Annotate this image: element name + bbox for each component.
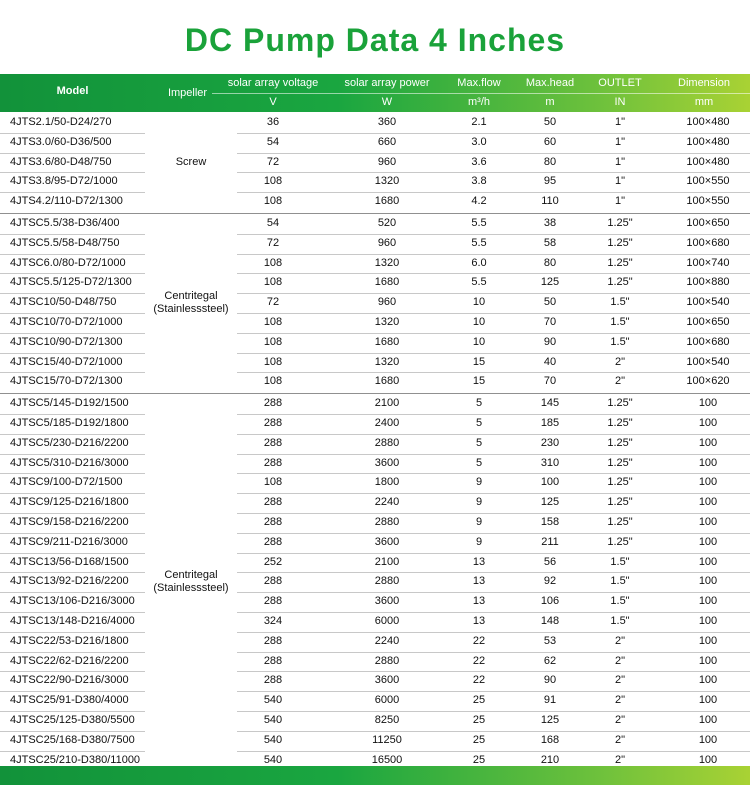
outlet-cell: 1.25" — [607, 276, 633, 289]
head-cell: 50 — [543, 296, 557, 309]
power-cell: 8250 — [374, 714, 400, 726]
flow-cell: 4.2 — [471, 195, 487, 208]
power-cell: 1320 — [374, 316, 400, 328]
footer-bar — [0, 766, 750, 785]
table-row — [0, 671, 750, 691]
model-cell: 4JTSC5/145-D192/1500 — [10, 397, 129, 410]
flow-cell: 13 — [472, 595, 486, 608]
model-cell: 4JTSC15/40-D72/1000 — [10, 355, 123, 368]
head-cell: 125 — [540, 496, 560, 509]
power-cell: 3600 — [374, 595, 400, 608]
voltage-cell: 540 — [263, 694, 283, 707]
head-cell: 148 — [540, 615, 560, 627]
outlet-cell: 1.5" — [610, 296, 630, 309]
voltage-cell: 252 — [263, 555, 283, 568]
dimension-cell: 100×540 — [686, 355, 730, 368]
head-cell: 90 — [543, 335, 557, 348]
table-header — [0, 74, 750, 112]
header-outlet: OUTLET — [598, 77, 642, 89]
voltage-cell: 54 — [266, 217, 280, 229]
dimension-cell: 100×680 — [686, 236, 730, 249]
voltage-cell: 72 — [266, 155, 280, 168]
flow-cell: 5 — [475, 397, 483, 410]
impeller-label — [145, 569, 237, 595]
flow-cell: 5 — [475, 417, 483, 429]
dimension-cell: 100 — [698, 575, 718, 588]
model-cell: 4JTSC5/230-D216/2200 — [10, 436, 129, 449]
power-cell: 3600 — [374, 535, 400, 548]
voltage-cell: 540 — [263, 714, 283, 726]
impeller-text: Screw — [175, 156, 207, 168]
page-title: DC Pump Data 4 Inches — [184, 22, 566, 58]
head-cell: 125 — [540, 714, 560, 726]
flow-cell: 9 — [475, 476, 483, 489]
voltage-cell: 288 — [263, 674, 283, 687]
power-cell: 2880 — [374, 436, 400, 449]
dimension-cell: 100 — [698, 654, 718, 667]
flow-cell: 25 — [472, 694, 486, 707]
outlet-cell: 2" — [614, 355, 626, 368]
impeller-text: Centritegal — [164, 290, 218, 303]
head-cell: 100 — [540, 476, 560, 489]
voltage-cell: 288 — [263, 436, 283, 449]
voltage-cell: 108 — [263, 476, 283, 489]
power-cell: 2240 — [374, 496, 400, 509]
header-power-unit: W — [381, 96, 393, 108]
model-cell: 4JTSC5.5/58-D48/750 — [10, 236, 120, 249]
model-cell: 4JTSC13/56-D168/1500 — [10, 555, 129, 568]
flow-cell: 10 — [472, 335, 486, 348]
table-row — [0, 333, 750, 353]
flow-cell: 15 — [472, 375, 486, 388]
outlet-cell: 1.25" — [607, 256, 633, 269]
voltage-cell: 288 — [263, 535, 283, 548]
head-cell: 125 — [540, 276, 560, 289]
outlet-cell: 1.25" — [607, 535, 633, 548]
impeller-text: (Stainlesssteel) — [153, 303, 229, 316]
voltage-cell: 108 — [263, 375, 283, 388]
flow-cell: 22 — [472, 674, 486, 687]
power-cell: 11250 — [372, 733, 402, 746]
flow-cell: 13 — [472, 615, 486, 627]
power-cell: 3600 — [374, 456, 400, 469]
model-cell: 4JTSC25/210-D380/11000 — [10, 753, 141, 766]
power-cell: 1680 — [374, 195, 400, 208]
outlet-cell: 1" — [614, 175, 626, 188]
head-cell: 145 — [540, 397, 560, 410]
header-head: Max.head — [525, 77, 575, 89]
outlet-cell: 2" — [614, 634, 626, 647]
dimension-cell: 100×480 — [686, 135, 730, 148]
outlet-cell: 1.5" — [610, 575, 630, 588]
dimension-cell: 100×480 — [686, 116, 730, 128]
power-cell: 1800 — [374, 476, 400, 489]
model-cell: 4JTSC13/106-D216/3000 — [10, 595, 135, 608]
model-cell: 4JTS4.2/110-D72/1300 — [10, 195, 123, 208]
dimension-cell: 100×620 — [686, 375, 730, 388]
dimension-cell: 100 — [698, 714, 718, 726]
table-row — [0, 313, 750, 333]
outlet-cell: 1.5" — [610, 335, 630, 348]
table-row — [0, 493, 750, 513]
head-cell: 211 — [541, 535, 559, 548]
voltage-cell: 324 — [263, 615, 283, 627]
table-row — [0, 572, 750, 592]
voltage-cell: 288 — [263, 634, 283, 647]
voltage-cell: 108 — [263, 175, 283, 188]
voltage-cell: 108 — [263, 276, 283, 289]
power-cell: 960 — [377, 296, 397, 309]
flow-cell: 6.0 — [471, 256, 487, 269]
outlet-cell: 1.25" — [607, 496, 633, 509]
table-row — [0, 454, 750, 474]
header-flow: Max.flow — [457, 77, 501, 89]
table-row — [0, 711, 750, 731]
flow-cell: 3.6 — [471, 155, 487, 168]
voltage-cell: 288 — [263, 496, 283, 509]
outlet-cell: 2" — [614, 654, 626, 667]
header-outlet-unit: IN — [614, 96, 626, 108]
power-cell: 3600 — [374, 674, 400, 687]
table-row — [0, 234, 750, 254]
dimension-cell: 100 — [698, 733, 718, 746]
flow-cell: 13 — [472, 575, 486, 588]
model-cell: 4JTSC25/91-D380/4000 — [10, 694, 129, 707]
power-cell: 6000 — [374, 694, 400, 707]
head-cell: 50 — [543, 116, 557, 128]
voltage-cell: 288 — [263, 397, 283, 410]
model-cell: 4JTSC5/310-D216/3000 — [10, 456, 129, 469]
table-row — [0, 592, 750, 612]
head-cell: 58 — [543, 236, 557, 249]
flow-cell: 9 — [475, 516, 483, 528]
voltage-cell: 108 — [263, 316, 283, 328]
header-voltage: solar array voltage — [227, 77, 319, 89]
flow-cell: 3.0 — [471, 135, 487, 148]
flow-cell: 5.5 — [471, 236, 487, 249]
flow-cell: 22 — [472, 654, 486, 667]
power-cell: 960 — [377, 236, 397, 249]
dimension-cell: 100 — [698, 516, 718, 528]
power-cell: 2880 — [374, 654, 400, 667]
header-impeller: Impeller — [167, 87, 208, 99]
table-row — [0, 553, 750, 573]
outlet-cell: 1.25" — [607, 397, 633, 410]
model-cell: 4JTSC15/70-D72/1300 — [10, 375, 123, 388]
outlet-cell: 1.25" — [607, 456, 633, 469]
flow-cell: 25 — [472, 714, 486, 726]
voltage-cell: 288 — [263, 516, 283, 528]
head-cell: 158 — [540, 516, 560, 528]
model-cell: 4JTSC22/90-D216/3000 — [10, 674, 129, 687]
model-cell: 4JTSC9/158-D216/2200 — [10, 516, 129, 528]
model-cell: 4JTSC5/185-D192/1800 — [10, 417, 129, 429]
table-row — [0, 691, 750, 711]
table-row — [0, 113, 750, 133]
power-cell: 6000 — [374, 615, 400, 627]
flow-cell: 2.1 — [471, 116, 487, 128]
table-row — [0, 612, 750, 632]
head-cell: 70 — [543, 375, 557, 388]
table-row — [0, 214, 750, 234]
dimension-cell: 100 — [698, 674, 718, 687]
model-cell: 4JTSC9/125-D216/1800 — [10, 496, 129, 509]
table-row — [0, 133, 750, 153]
dimension-cell: 100 — [698, 476, 718, 489]
header-divider — [212, 93, 750, 94]
dimension-cell: 100 — [698, 753, 718, 766]
outlet-cell: 1.5" — [610, 595, 630, 608]
head-cell: 56 — [543, 555, 557, 568]
head-cell: 310 — [540, 456, 560, 469]
model-cell: 4JTSC25/168-D380/7500 — [10, 733, 135, 746]
model-cell: 4JTSC5.5/125-D72/1300 — [10, 276, 132, 289]
voltage-cell: 54 — [266, 135, 280, 148]
power-cell: 1680 — [374, 375, 400, 388]
dimension-cell: 100×550 — [686, 175, 730, 188]
head-cell: 210 — [540, 753, 560, 766]
dimension-cell: 100 — [698, 615, 718, 627]
model-cell: 4JTSC6.0/80-D72/1000 — [10, 256, 126, 269]
power-cell: 2880 — [374, 516, 400, 528]
dimension-cell: 100 — [698, 456, 718, 469]
model-cell: 4JTS3.6/80-D48/750 — [10, 155, 112, 168]
head-cell: 185 — [540, 417, 560, 429]
outlet-cell: 2" — [614, 694, 626, 707]
power-cell: 360 — [377, 116, 397, 128]
table-row — [0, 273, 750, 293]
model-cell: 4JTSC13/92-D216/2200 — [10, 575, 129, 588]
dimension-cell: 100×680 — [686, 335, 730, 348]
power-cell: 2240 — [374, 634, 400, 647]
power-cell: 1320 — [374, 175, 400, 188]
power-cell: 16500 — [371, 753, 403, 766]
voltage-cell: 108 — [263, 256, 283, 269]
table-row — [0, 254, 750, 274]
outlet-cell: 2" — [614, 375, 626, 388]
header-dimension: Dimension — [678, 77, 730, 89]
dimension-cell: 100×740 — [686, 256, 730, 269]
dimension-cell: 100×550 — [686, 195, 730, 208]
voltage-cell: 108 — [263, 195, 283, 208]
head-cell: 168 — [540, 733, 560, 746]
outlet-cell: 1.5" — [610, 555, 630, 568]
table-row — [0, 652, 750, 672]
dimension-cell: 100 — [698, 436, 718, 449]
flow-cell: 5.5 — [471, 217, 487, 229]
head-cell: 62 — [543, 654, 557, 667]
model-cell: 4JTSC25/125-D380/5500 — [10, 714, 135, 726]
dimension-cell: 100 — [698, 496, 718, 509]
head-cell: 95 — [543, 175, 557, 188]
head-cell: 70 — [543, 316, 557, 328]
power-cell: 2400 — [374, 417, 400, 429]
head-cell: 80 — [543, 155, 557, 168]
dimension-cell: 100×650 — [686, 316, 730, 328]
model-cell: 4JTSC5.5/38-D36/400 — [10, 217, 120, 229]
head-cell: 40 — [543, 355, 557, 368]
flow-cell: 10 — [472, 296, 486, 309]
outlet-cell: 2" — [614, 733, 626, 746]
outlet-cell: 2" — [614, 714, 626, 726]
table-row — [0, 372, 750, 392]
dimension-cell: 100 — [698, 595, 718, 608]
head-cell: 90 — [543, 674, 557, 687]
impeller-label — [145, 290, 237, 316]
flow-cell: 25 — [472, 733, 486, 746]
head-cell: 60 — [543, 135, 557, 148]
voltage-cell: 288 — [263, 575, 283, 588]
voltage-cell: 288 — [263, 417, 283, 429]
dimension-cell: 100×650 — [686, 217, 730, 229]
model-cell: 4JTSC9/100-D72/1500 — [10, 476, 123, 489]
table-row — [0, 293, 750, 313]
voltage-cell: 108 — [263, 355, 283, 368]
power-cell: 1680 — [374, 335, 400, 348]
dimension-cell: 100 — [698, 634, 718, 647]
voltage-cell: 288 — [263, 456, 283, 469]
header-flow-unit: m³/h — [468, 96, 490, 108]
head-cell: 80 — [543, 256, 557, 269]
table-row — [0, 513, 750, 533]
voltage-cell: 288 — [263, 654, 283, 667]
head-cell: 106 — [540, 595, 560, 608]
dimension-cell: 100×480 — [686, 155, 730, 168]
dimension-cell: 100 — [698, 535, 718, 548]
dimension-cell: 100 — [698, 555, 718, 568]
head-cell: 91 — [543, 694, 557, 707]
power-cell: 2100 — [374, 555, 400, 568]
table-row — [0, 192, 750, 212]
table-row — [0, 434, 750, 454]
flow-cell: 5.5 — [471, 276, 487, 289]
dimension-cell: 100 — [698, 694, 718, 707]
head-cell: 110 — [541, 195, 559, 208]
model-cell: 4JTS3.0/60-D36/500 — [10, 135, 112, 148]
voltage-cell: 72 — [266, 236, 280, 249]
outlet-cell: 1.25" — [607, 436, 633, 449]
model-cell: 4JTSC13/148-D216/4000 — [10, 615, 135, 627]
outlet-cell: 1.25" — [607, 417, 633, 429]
flow-cell: 22 — [472, 634, 486, 647]
model-cell: 4JTS2.1/50-D24/270 — [10, 116, 112, 128]
flow-cell: 13 — [472, 555, 486, 568]
model-cell: 4JTS3.8/95-D72/1000 — [10, 175, 118, 188]
dimension-cell: 100×880 — [686, 276, 730, 289]
outlet-cell: 1" — [614, 195, 626, 208]
table-row — [0, 473, 750, 493]
outlet-cell: 1.25" — [607, 476, 633, 489]
table-row — [0, 153, 750, 173]
head-cell: 53 — [543, 634, 557, 647]
power-cell: 960 — [377, 155, 397, 168]
impeller-text: Centritegal — [164, 569, 218, 582]
power-cell: 1320 — [374, 355, 400, 368]
power-cell: 1320 — [374, 256, 400, 269]
outlet-cell: 1.5" — [610, 316, 630, 328]
table-row — [0, 632, 750, 652]
flow-cell: 10 — [472, 316, 486, 328]
outlet-cell: 1.25" — [607, 217, 633, 229]
dimension-cell: 100×540 — [686, 296, 730, 309]
outlet-cell: 1" — [614, 135, 626, 148]
table-row — [0, 394, 750, 414]
header-voltage-unit: V — [269, 96, 277, 108]
dimension-cell: 100 — [698, 417, 718, 429]
power-cell: 520 — [377, 217, 397, 229]
impeller-text: (Stainlesssteel) — [153, 582, 229, 595]
flow-cell: 5 — [475, 456, 483, 469]
flow-cell: 3.8 — [471, 175, 487, 188]
voltage-cell: 108 — [263, 335, 283, 348]
outlet-cell: 1.25" — [607, 236, 633, 249]
flow-cell: 9 — [475, 535, 483, 548]
header-dimension-unit: mm — [694, 96, 714, 108]
power-cell: 1680 — [374, 276, 400, 289]
outlet-cell: 1.25" — [607, 516, 633, 528]
model-cell: 4JTSC22/62-D216/2200 — [10, 654, 129, 667]
model-cell: 4JTSC9/211-D216/3000 — [10, 535, 128, 548]
header-model: Model — [56, 85, 89, 97]
table-row — [0, 353, 750, 373]
power-cell: 2880 — [374, 575, 400, 588]
flow-cell: 5 — [475, 436, 483, 449]
model-cell: 4JTSC10/70-D72/1000 — [10, 316, 123, 328]
head-cell: 38 — [543, 217, 557, 229]
model-cell: 4JTSC10/90-D72/1300 — [10, 335, 123, 348]
table-row — [0, 731, 750, 751]
outlet-cell: 1" — [614, 155, 626, 168]
flow-cell: 25 — [472, 753, 486, 766]
flow-cell: 15 — [472, 355, 486, 368]
outlet-cell: 1.5" — [610, 615, 630, 627]
model-cell: 4JTSC22/53-D216/1800 — [10, 634, 129, 647]
head-cell: 230 — [540, 436, 560, 449]
table-row — [0, 414, 750, 434]
power-cell: 660 — [377, 135, 397, 148]
table-row — [0, 172, 750, 192]
voltage-cell: 288 — [263, 595, 283, 608]
header-head-unit: m — [545, 96, 555, 108]
outlet-cell: 1" — [614, 116, 626, 128]
dimension-cell: 100 — [698, 397, 718, 410]
model-cell: 4JTSC10/50-D48/750 — [10, 296, 117, 309]
voltage-cell: 72 — [266, 296, 280, 309]
table-row — [0, 533, 750, 553]
voltage-cell: 36 — [266, 116, 280, 128]
outlet-cell: 2" — [614, 674, 626, 687]
voltage-cell: 540 — [263, 753, 283, 766]
head-cell: 92 — [543, 575, 557, 588]
voltage-cell: 540 — [263, 733, 283, 746]
flow-cell: 9 — [475, 496, 483, 509]
header-power: solar array power — [344, 77, 430, 89]
power-cell: 2100 — [374, 397, 400, 410]
impeller-label — [145, 156, 237, 169]
outlet-cell: 2" — [614, 753, 626, 766]
